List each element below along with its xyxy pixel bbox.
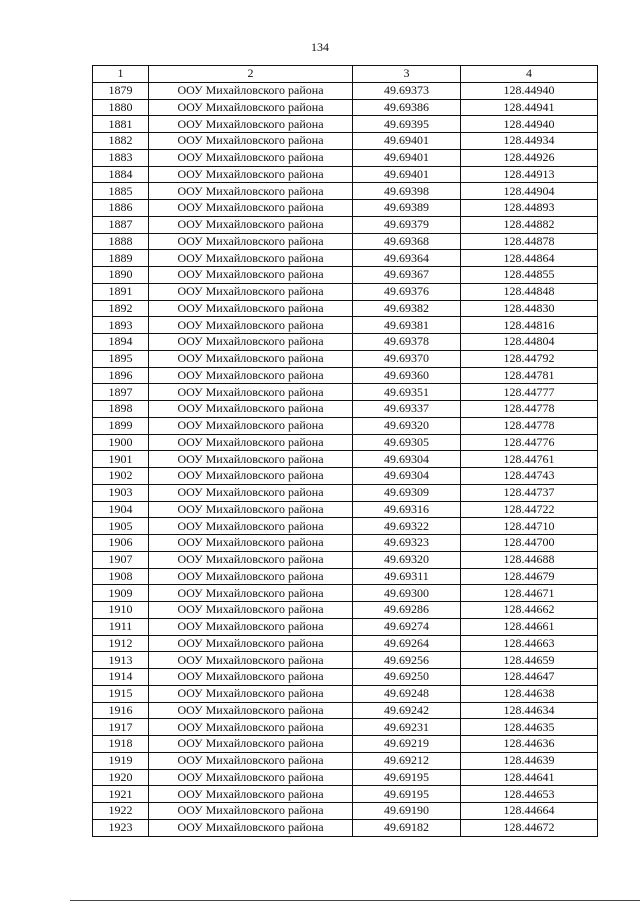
- latitude-cell: 49.69323: [353, 535, 461, 552]
- organization-cell: ООУ Михайловского района: [149, 669, 353, 686]
- row-number-cell: 1890: [93, 267, 149, 284]
- organization-cell: ООУ Михайловского района: [149, 451, 353, 468]
- longitude-cell: 128.44855: [461, 267, 598, 284]
- table-row: [93, 602, 598, 619]
- organization-cell: ООУ Михайловского района: [149, 82, 353, 99]
- table-row: [93, 652, 598, 669]
- longitude-cell: 128.44737: [461, 484, 598, 501]
- organization-cell: ООУ Михайловского района: [149, 283, 353, 300]
- row-number-cell: 1886: [93, 200, 149, 217]
- organization-cell: ООУ Михайловского района: [149, 116, 353, 133]
- row-number-cell: 1923: [93, 819, 149, 836]
- table-row: [93, 468, 598, 485]
- organization-cell: ООУ Михайловского района: [149, 602, 353, 619]
- longitude-cell: 128.44776: [461, 434, 598, 451]
- latitude-cell: 49.69401: [353, 166, 461, 183]
- latitude-cell: 49.69190: [353, 803, 461, 820]
- latitude-cell: 49.69360: [353, 367, 461, 384]
- row-number-cell: 1922: [93, 803, 149, 820]
- table-row: [93, 568, 598, 585]
- table-row: [93, 367, 598, 384]
- table-row: [93, 719, 598, 736]
- latitude-cell: 49.69337: [353, 401, 461, 418]
- latitude-cell: 49.69398: [353, 183, 461, 200]
- row-number-cell: 1897: [93, 384, 149, 401]
- latitude-cell: 49.69300: [353, 585, 461, 602]
- table-row: [93, 518, 598, 535]
- row-number-cell: 1884: [93, 166, 149, 183]
- row-number-cell: 1907: [93, 551, 149, 568]
- latitude-cell: 49.69219: [353, 736, 461, 753]
- organization-cell: ООУ Михайловского района: [149, 183, 353, 200]
- longitude-cell: 128.44647: [461, 669, 598, 686]
- latitude-cell: 49.69311: [353, 568, 461, 585]
- organization-cell: ООУ Михайловского района: [149, 685, 353, 702]
- row-number-cell: 1887: [93, 216, 149, 233]
- row-number-cell: 1900: [93, 434, 149, 451]
- row-number-cell: 1894: [93, 334, 149, 351]
- table-row: [93, 250, 598, 267]
- longitude-cell: 128.44913: [461, 166, 598, 183]
- row-number-cell: 1903: [93, 484, 149, 501]
- longitude-cell: 128.44635: [461, 719, 598, 736]
- latitude-cell: 49.69264: [353, 635, 461, 652]
- row-number-cell: 1904: [93, 501, 149, 518]
- longitude-cell: 128.44781: [461, 367, 598, 384]
- longitude-cell: 128.44688: [461, 551, 598, 568]
- longitude-cell: 128.44804: [461, 334, 598, 351]
- longitude-cell: 128.44926: [461, 149, 598, 166]
- organization-cell: ООУ Михайловского района: [149, 468, 353, 485]
- table-row: [93, 752, 598, 769]
- longitude-cell: 128.44659: [461, 652, 598, 669]
- latitude-cell: 49.69286: [353, 602, 461, 619]
- latitude-cell: 49.69378: [353, 334, 461, 351]
- row-number-cell: 1879: [93, 82, 149, 99]
- table-row: [93, 82, 598, 99]
- latitude-cell: 49.69304: [353, 451, 461, 468]
- latitude-cell: 49.69309: [353, 484, 461, 501]
- page-number: 134: [311, 40, 329, 54]
- organization-cell: ООУ Михайловского района: [149, 501, 353, 518]
- coordinates-table: [92, 65, 598, 837]
- table-row: [93, 786, 598, 803]
- organization-cell: ООУ Михайловского района: [149, 166, 353, 183]
- row-number-cell: 1908: [93, 568, 149, 585]
- longitude-cell: 128.44778: [461, 417, 598, 434]
- row-number-cell: 1891: [93, 283, 149, 300]
- organization-cell: ООУ Михайловского района: [149, 367, 353, 384]
- table-row: [93, 484, 598, 501]
- latitude-cell: 49.69304: [353, 468, 461, 485]
- table-row: [93, 702, 598, 719]
- organization-cell: ООУ Михайловского района: [149, 803, 353, 820]
- table-body: [93, 82, 598, 836]
- latitude-cell: 49.69212: [353, 752, 461, 769]
- longitude-cell: 128.44634: [461, 702, 598, 719]
- latitude-cell: 49.69316: [353, 501, 461, 518]
- table-row: [93, 317, 598, 334]
- organization-cell: ООУ Михайловского района: [149, 719, 353, 736]
- table-row: [93, 334, 598, 351]
- table-row: [93, 769, 598, 786]
- latitude-cell: 49.69367: [353, 267, 461, 284]
- row-number-cell: 1881: [93, 116, 149, 133]
- table-row: [93, 99, 598, 116]
- longitude-cell: 128.44904: [461, 183, 598, 200]
- row-number-cell: 1892: [93, 300, 149, 317]
- table-row: [93, 267, 598, 284]
- table-row: [93, 585, 598, 602]
- organization-cell: ООУ Михайловского района: [149, 133, 353, 150]
- row-number-cell: 1896: [93, 367, 149, 384]
- column-header-2: 2: [149, 66, 353, 83]
- row-number-cell: 1919: [93, 752, 149, 769]
- latitude-cell: 49.69248: [353, 685, 461, 702]
- organization-cell: ООУ Михайловского района: [149, 585, 353, 602]
- table-row: [93, 501, 598, 518]
- table-row: [93, 183, 598, 200]
- table-row: [93, 451, 598, 468]
- row-number-cell: 1895: [93, 350, 149, 367]
- latitude-cell: 49.69351: [353, 384, 461, 401]
- organization-cell: ООУ Михайловского района: [149, 401, 353, 418]
- latitude-cell: 49.69381: [353, 317, 461, 334]
- table-row: [93, 300, 598, 317]
- organization-cell: ООУ Михайловского района: [149, 769, 353, 786]
- row-number-cell: 1916: [93, 702, 149, 719]
- organization-cell: ООУ Михайловского района: [149, 317, 353, 334]
- organization-cell: ООУ Михайловского района: [149, 200, 353, 217]
- latitude-cell: 49.69401: [353, 133, 461, 150]
- row-number-cell: 1906: [93, 535, 149, 552]
- latitude-cell: 49.69376: [353, 283, 461, 300]
- latitude-cell: 49.69322: [353, 518, 461, 535]
- table-row: [93, 417, 598, 434]
- organization-cell: ООУ Михайловского района: [149, 484, 353, 501]
- table-row: [93, 116, 598, 133]
- latitude-cell: 49.69195: [353, 786, 461, 803]
- row-number-cell: 1902: [93, 468, 149, 485]
- longitude-cell: 128.44878: [461, 233, 598, 250]
- latitude-cell: 49.69389: [353, 200, 461, 217]
- longitude-cell: 128.44941: [461, 99, 598, 116]
- latitude-cell: 49.69231: [353, 719, 461, 736]
- row-number-cell: 1915: [93, 685, 149, 702]
- table-row: [93, 216, 598, 233]
- latitude-cell: 49.69370: [353, 350, 461, 367]
- row-number-cell: 1883: [93, 149, 149, 166]
- latitude-cell: 49.69305: [353, 434, 461, 451]
- longitude-cell: 128.44653: [461, 786, 598, 803]
- column-header-3: 3: [353, 66, 461, 83]
- table-row: [93, 434, 598, 451]
- row-number-cell: 1911: [93, 618, 149, 635]
- row-number-cell: 1914: [93, 669, 149, 686]
- table-row: [93, 350, 598, 367]
- latitude-cell: 49.69320: [353, 551, 461, 568]
- row-number-cell: 1910: [93, 602, 149, 619]
- organization-cell: ООУ Михайловского района: [149, 250, 353, 267]
- longitude-cell: 128.44636: [461, 736, 598, 753]
- longitude-cell: 128.44710: [461, 518, 598, 535]
- organization-cell: ООУ Михайловского района: [149, 518, 353, 535]
- organization-cell: ООУ Михайловского района: [149, 652, 353, 669]
- organization-cell: ООУ Михайловского района: [149, 752, 353, 769]
- organization-cell: ООУ Михайловского района: [149, 350, 353, 367]
- latitude-cell: 49.69320: [353, 417, 461, 434]
- organization-cell: ООУ Михайловского района: [149, 99, 353, 116]
- latitude-cell: 49.69242: [353, 702, 461, 719]
- longitude-cell: 128.44700: [461, 535, 598, 552]
- row-number-cell: 1918: [93, 736, 149, 753]
- organization-cell: ООУ Михайловского района: [149, 417, 353, 434]
- latitude-cell: 49.69250: [353, 669, 461, 686]
- table-row: [93, 635, 598, 652]
- row-number-cell: 1912: [93, 635, 149, 652]
- row-number-cell: 1909: [93, 585, 149, 602]
- longitude-cell: 128.44672: [461, 819, 598, 836]
- organization-cell: ООУ Михайловского района: [149, 568, 353, 585]
- longitude-cell: 128.44661: [461, 618, 598, 635]
- table-row: [93, 685, 598, 702]
- table-row: [93, 166, 598, 183]
- row-number-cell: 1893: [93, 317, 149, 334]
- row-number-cell: 1880: [93, 99, 149, 116]
- column-header-1: 1: [93, 66, 149, 83]
- table-row: [93, 133, 598, 150]
- table-row: [93, 819, 598, 836]
- row-number-cell: 1888: [93, 233, 149, 250]
- row-number-cell: 1913: [93, 652, 149, 669]
- longitude-cell: 128.44743: [461, 468, 598, 485]
- longitude-cell: 128.44722: [461, 501, 598, 518]
- longitude-cell: 128.44671: [461, 585, 598, 602]
- longitude-cell: 128.44664: [461, 803, 598, 820]
- longitude-cell: 128.44882: [461, 216, 598, 233]
- longitude-cell: 128.44641: [461, 769, 598, 786]
- organization-cell: ООУ Михайловского района: [149, 551, 353, 568]
- table-header-row: [93, 66, 598, 83]
- coordinates-table-container: [92, 65, 597, 837]
- organization-cell: ООУ Михайловского района: [149, 618, 353, 635]
- organization-cell: ООУ Михайловского района: [149, 384, 353, 401]
- organization-cell: ООУ Михайловского района: [149, 535, 353, 552]
- latitude-cell: 49.69195: [353, 769, 461, 786]
- latitude-cell: 49.69382: [353, 300, 461, 317]
- row-number-cell: 1917: [93, 719, 149, 736]
- organization-cell: ООУ Михайловского района: [149, 819, 353, 836]
- table-row: [93, 618, 598, 635]
- column-header-4: 4: [461, 66, 598, 83]
- latitude-cell: 49.69368: [353, 233, 461, 250]
- page-bottom-edge: [70, 900, 640, 901]
- table-row: [93, 149, 598, 166]
- latitude-cell: 49.69182: [353, 819, 461, 836]
- row-number-cell: 1920: [93, 769, 149, 786]
- longitude-cell: 128.44638: [461, 685, 598, 702]
- latitude-cell: 49.69379: [353, 216, 461, 233]
- organization-cell: ООУ Михайловского района: [149, 300, 353, 317]
- latitude-cell: 49.69373: [353, 82, 461, 99]
- organization-cell: ООУ Михайловского района: [149, 736, 353, 753]
- organization-cell: ООУ Михайловского района: [149, 434, 353, 451]
- longitude-cell: 128.44679: [461, 568, 598, 585]
- latitude-cell: 49.69256: [353, 652, 461, 669]
- table-row: [93, 283, 598, 300]
- latitude-cell: 49.69364: [353, 250, 461, 267]
- organization-cell: ООУ Михайловского района: [149, 267, 353, 284]
- longitude-cell: 128.44777: [461, 384, 598, 401]
- table-row: [93, 535, 598, 552]
- longitude-cell: 128.44778: [461, 401, 598, 418]
- organization-cell: ООУ Михайловского района: [149, 702, 353, 719]
- longitude-cell: 128.44792: [461, 350, 598, 367]
- organization-cell: ООУ Михайловского района: [149, 233, 353, 250]
- table-row: [93, 551, 598, 568]
- longitude-cell: 128.44934: [461, 133, 598, 150]
- longitude-cell: 128.44639: [461, 752, 598, 769]
- row-number-cell: 1885: [93, 183, 149, 200]
- table-row: [93, 803, 598, 820]
- longitude-cell: 128.44761: [461, 451, 598, 468]
- table-row: [93, 401, 598, 418]
- longitude-cell: 128.44940: [461, 82, 598, 99]
- row-number-cell: 1921: [93, 786, 149, 803]
- row-number-cell: 1882: [93, 133, 149, 150]
- table-row: [93, 200, 598, 217]
- organization-cell: ООУ Михайловского района: [149, 216, 353, 233]
- latitude-cell: 49.69395: [353, 116, 461, 133]
- organization-cell: ООУ Михайловского района: [149, 786, 353, 803]
- longitude-cell: 128.44848: [461, 283, 598, 300]
- table-row: [93, 669, 598, 686]
- longitude-cell: 128.44830: [461, 300, 598, 317]
- row-number-cell: 1899: [93, 417, 149, 434]
- organization-cell: ООУ Михайловского района: [149, 149, 353, 166]
- row-number-cell: 1898: [93, 401, 149, 418]
- table-row: [93, 233, 598, 250]
- longitude-cell: 128.44663: [461, 635, 598, 652]
- organization-cell: ООУ Михайловского района: [149, 635, 353, 652]
- latitude-cell: 49.69386: [353, 99, 461, 116]
- table-row: [93, 384, 598, 401]
- latitude-cell: 49.69274: [353, 618, 461, 635]
- row-number-cell: 1905: [93, 518, 149, 535]
- row-number-cell: 1901: [93, 451, 149, 468]
- table-row: [93, 736, 598, 753]
- organization-cell: ООУ Михайловского района: [149, 334, 353, 351]
- longitude-cell: 128.44864: [461, 250, 598, 267]
- longitude-cell: 128.44662: [461, 602, 598, 619]
- row-number-cell: 1889: [93, 250, 149, 267]
- longitude-cell: 128.44816: [461, 317, 598, 334]
- longitude-cell: 128.44893: [461, 200, 598, 217]
- latitude-cell: 49.69401: [353, 149, 461, 166]
- longitude-cell: 128.44940: [461, 116, 598, 133]
